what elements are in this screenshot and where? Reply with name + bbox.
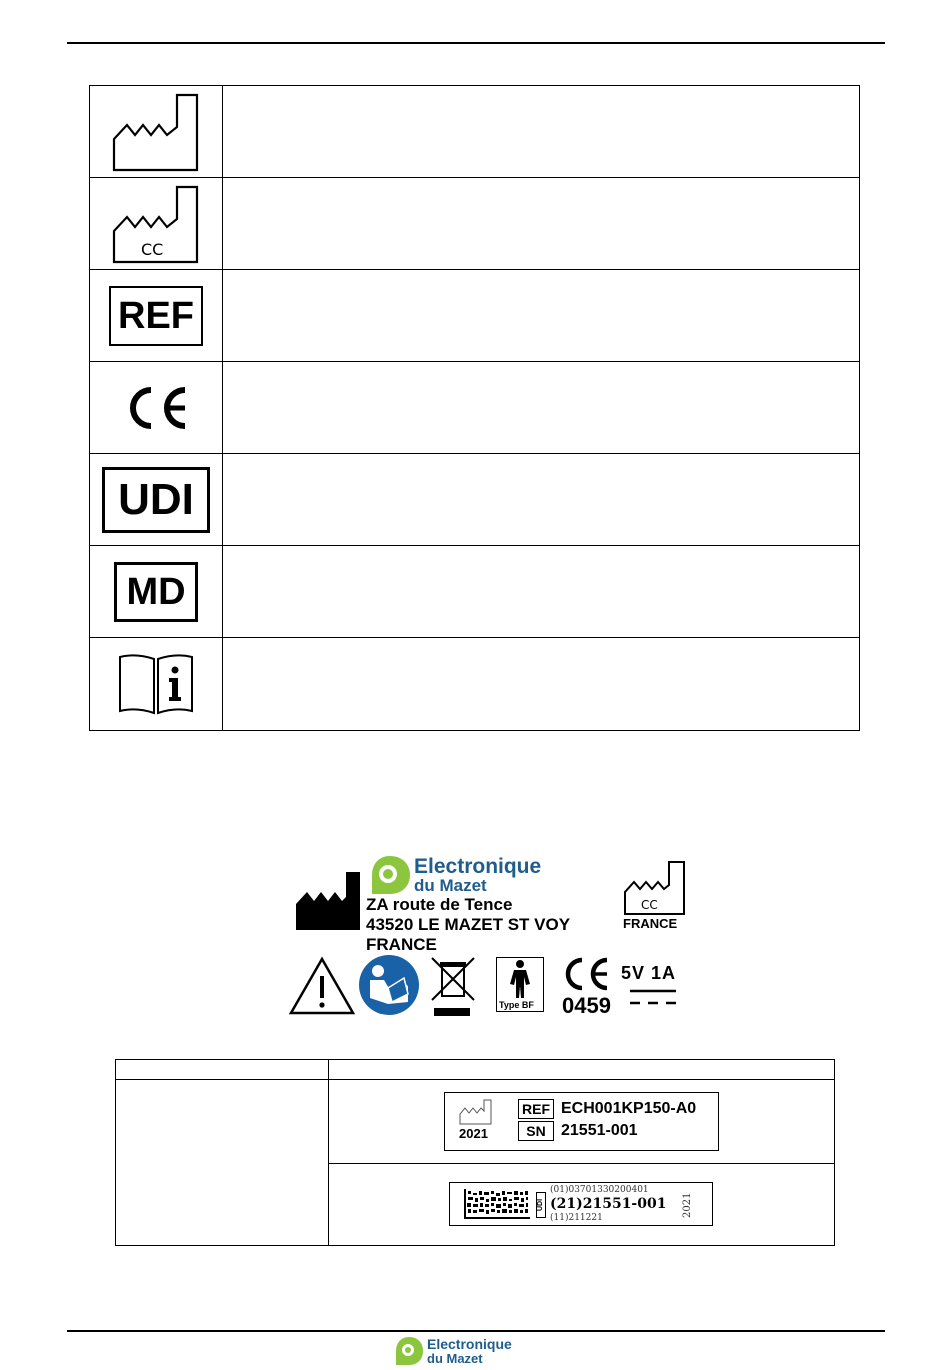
datamatrix-code-icon (464, 1189, 530, 1219)
symbol-cell (90, 546, 223, 637)
serial-label (444, 1092, 719, 1151)
country-of-manufacture-icon (111, 183, 201, 265)
symbol-row-instructions (90, 638, 859, 730)
footer-logo (392, 1334, 522, 1368)
brand-logo-icon (368, 854, 412, 896)
udi-gtin: (01)03701330200401 (550, 1185, 649, 1195)
symbol-row-ce (90, 362, 859, 454)
udi-lot: (11)211221 (550, 1213, 603, 1223)
udi-label (449, 1182, 713, 1226)
footer-brand-name-sub: du Mazet (427, 1351, 483, 1366)
type-bf-text: Type BF (499, 1000, 534, 1010)
table-divider (328, 1060, 329, 1245)
symbol-cell (90, 270, 223, 361)
description-cell (223, 270, 859, 361)
notified-body-number: 0459 (562, 993, 611, 1018)
symbol-cell (90, 86, 223, 177)
udi-year: 2021 (682, 1192, 693, 1218)
power-rating: 5V 1A (621, 963, 677, 983)
description-cell (223, 454, 859, 545)
ref-symbol: REF (109, 286, 203, 346)
manufacturer-icon (111, 91, 201, 173)
brand-logo-icon (394, 1336, 424, 1366)
device-label (288, 852, 693, 1022)
sn-value: 21551-001 (561, 1122, 638, 1139)
footer-rule (67, 1330, 885, 1332)
symbol-cell (90, 454, 223, 545)
udi-serial: (21)21551-001 (550, 1196, 667, 1212)
description-cell (223, 86, 859, 177)
symbol-cell (90, 362, 223, 453)
brand-name: Electronique (414, 855, 542, 878)
manufacture-date-icon (459, 1099, 493, 1125)
symbol-cell (90, 638, 223, 730)
address-line: 43520 LE MAZET ST VOY (366, 915, 571, 934)
symbol-row-ref (90, 270, 859, 362)
description-cell (223, 638, 859, 730)
warning-icon (288, 956, 356, 1016)
read-manual-icon (358, 954, 420, 1016)
description-cell (223, 546, 859, 637)
weee-bin-icon (428, 954, 478, 1018)
symbol-row-country-of-manufacture (90, 178, 859, 270)
table-header (116, 1060, 834, 1080)
symbol-row-manufacturer (90, 86, 859, 178)
table-divider (328, 1163, 834, 1164)
description-cell (223, 178, 859, 269)
brand-name-sub: du Mazet (414, 876, 487, 895)
sn-tag: SN (518, 1121, 554, 1141)
udi-tag: UDI (536, 1192, 546, 1218)
manufacturer-filled-icon (296, 870, 362, 930)
country-code-text: CC (641, 898, 658, 912)
footer-brand-name: Electronique (427, 1336, 512, 1352)
manufacture-year: 2021 (459, 1126, 488, 1141)
symbol-row-md (90, 546, 859, 638)
symbol-cell (90, 178, 223, 269)
ref-tag: REF (518, 1099, 554, 1119)
ref-value: ECH001KP150-A0 (561, 1100, 697, 1117)
symbol-table (89, 85, 860, 731)
address-line: FRANCE (366, 935, 437, 954)
dc-current-icon (628, 986, 680, 1008)
instructions-for-use-icon (116, 651, 196, 717)
country-text: FRANCE (623, 916, 678, 931)
country-code-text: CC (141, 239, 164, 259)
address-line: ZA route de Tence (366, 895, 513, 914)
symbol-row-udi (90, 454, 859, 546)
ce-mark-icon (121, 384, 191, 432)
md-symbol: MD (114, 562, 198, 622)
country-of-manufacture-icon (623, 860, 687, 916)
udi-symbol: UDI (102, 467, 210, 533)
description-cell (223, 362, 859, 453)
ce-mark-icon (560, 956, 610, 992)
header-rule (67, 42, 885, 44)
person-icon (497, 958, 543, 1000)
